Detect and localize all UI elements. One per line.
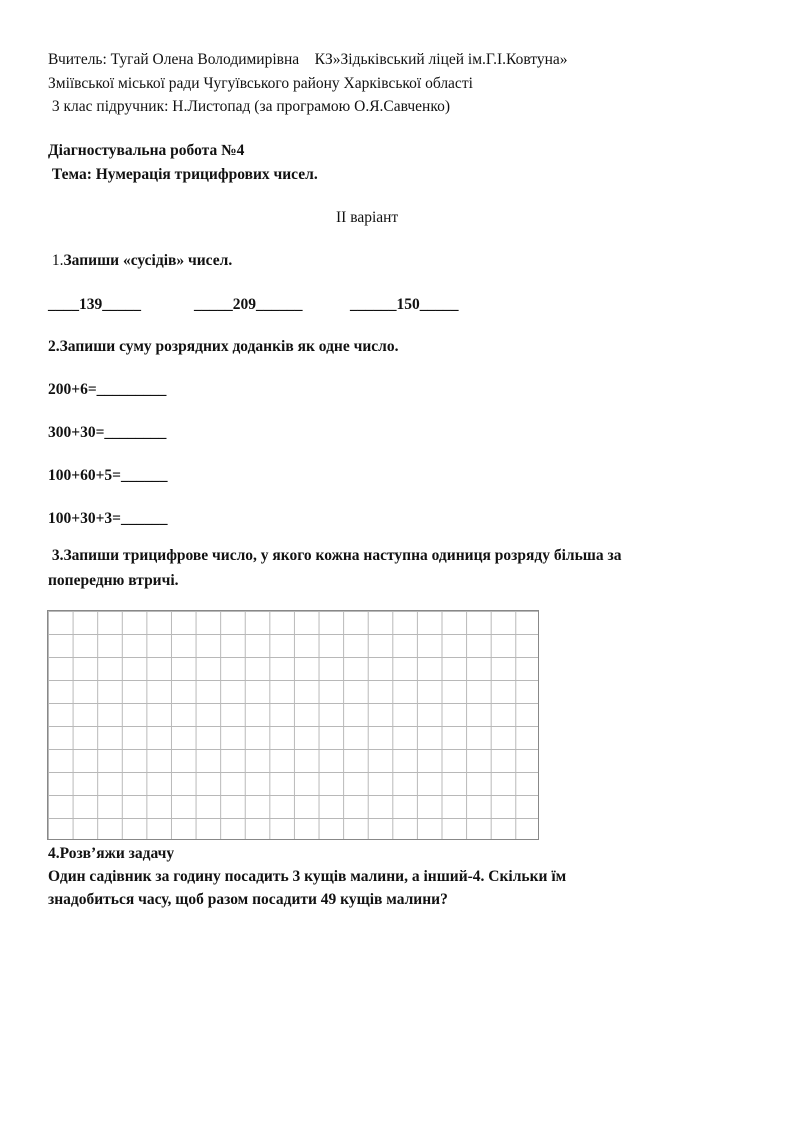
task2-item-2: 300+30=________: [48, 424, 167, 441]
task4-text-line2: знадобиться часу, щоб разом посадити 49 кущів малини?: [48, 891, 448, 908]
answer-grid: [47, 610, 539, 840]
task4-text-line1: Один садівник за годину посадить 3 кущів малини, а інший-4. Скільки їм: [48, 868, 567, 885]
task4-heading: 4.Розв’яжи задачу: [48, 845, 175, 862]
textbook-line: 3 клас підручник: Н.Листопад (за програмою О.Я.Савченко): [48, 98, 450, 115]
task2-item-3: 100+60+5=______: [48, 467, 168, 484]
variant-label: ІІ варіант: [336, 209, 399, 226]
task2-heading: 2.Запиши суму розрядних доданків як одне число.: [48, 338, 399, 355]
task3-heading-line2: попередню втричі.: [48, 572, 179, 589]
task1-answer-3: ______150_____: [350, 296, 459, 313]
school-line: Зміївської міської ради Чугуївського району Харківської області: [48, 75, 473, 92]
task1-answer-1: ____139_____: [48, 296, 141, 313]
work-topic: Тема: Нумерація трицифрових чисел.: [48, 166, 318, 183]
task3-heading-line1: 3.Запиши трицифрове число, у якого кожна наступна одиниця розряду більша за: [48, 547, 622, 564]
task1-number: 1.: [48, 252, 64, 269]
teacher-line: Вчитель: Тугай Олена Володимирівна КЗ»Зідьківський ліцей ім.Г.І.Ковтуна»: [48, 51, 568, 68]
work-title: Діагностувальна робота №4: [48, 142, 245, 159]
task1-heading: [48, 251, 232, 271]
task1-text: Запиши «сусідів» чисел.: [63, 252, 233, 269]
task1-answer-2: _____209______: [194, 296, 303, 313]
task2-item-1: 200+6=_________: [48, 381, 167, 398]
task2-item-4: 100+30+3=______: [48, 510, 168, 527]
